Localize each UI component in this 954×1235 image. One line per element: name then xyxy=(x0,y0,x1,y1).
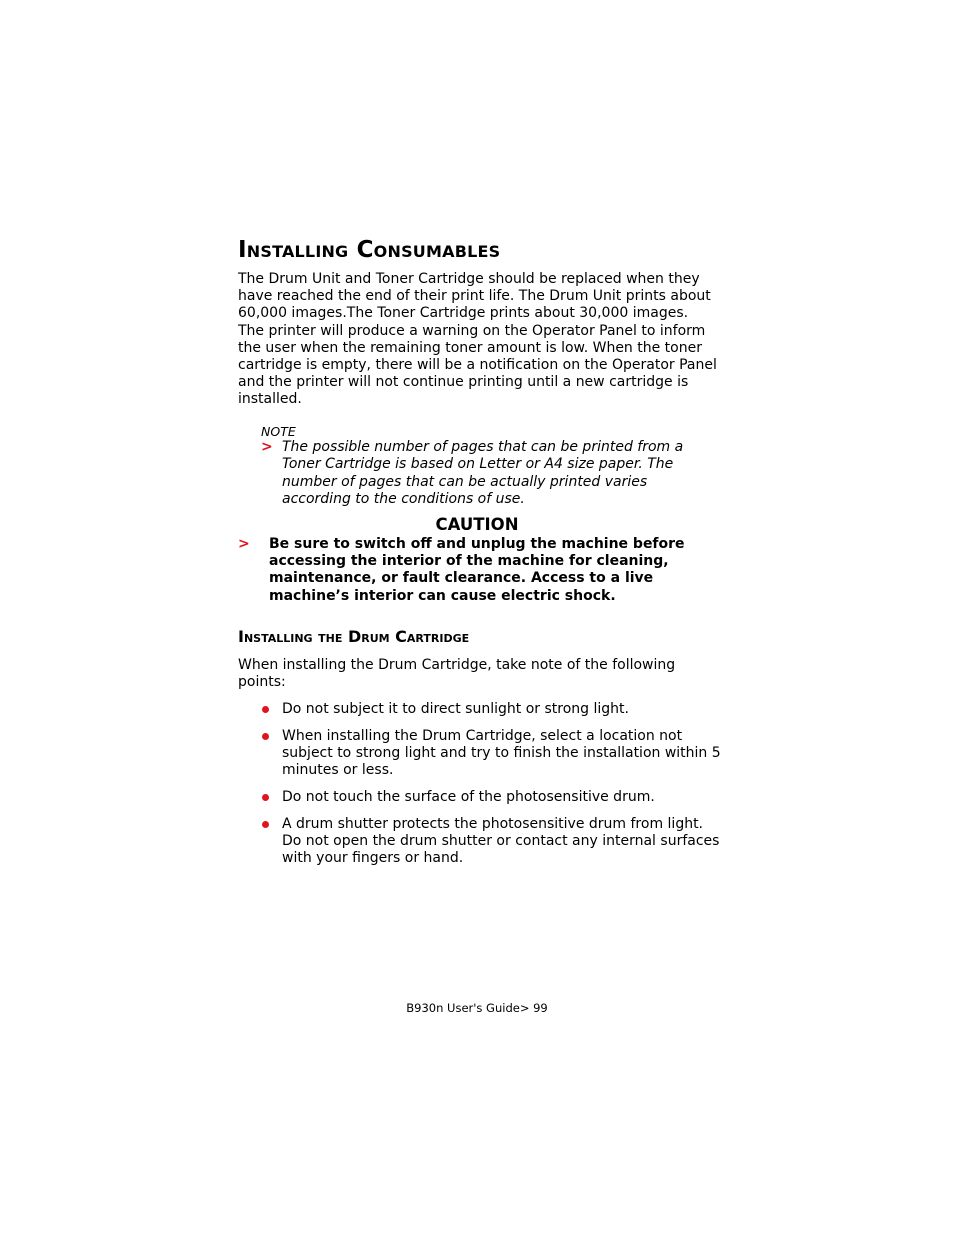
page-title: Installing Consumables xyxy=(238,237,501,263)
drum-intro-paragraph: When installing the Drum Cartridge, take note of the following points: xyxy=(238,657,676,691)
note-marker-icon: > xyxy=(261,439,273,455)
list-item xyxy=(261,789,721,806)
bullet-list xyxy=(261,701,721,877)
bullet-icon xyxy=(262,706,269,713)
caution-text: Be sure to switch off and unplug the machine before accessing the interior of the machine for cleaning, maintenance, or fault clearance. Access to a live machine’s interior can cause electric shock. xyxy=(269,536,685,604)
list-item-text: A drum shutter protects the photosensitive drum from light. Do not open the drum shutter or contact any internal surfaces with your fingers or hand. xyxy=(282,815,720,866)
list-item xyxy=(261,816,721,868)
bullet-icon xyxy=(262,821,269,828)
list-item xyxy=(261,701,721,718)
intro-paragraph: The Drum Unit and Toner Cartridge should be replaced when they have reached the end of their print life. The Drum Unit prints about 60,000 images.The Toner Cartridge prints about 30,000 images. The printer will produce a warning on the Operator Panel to inform the user when the remaining toner amount is low. When the toner cartridge is empty, there will be a notification on the Operator Panel and the printer will not continue printing until a new cartridge is installed. xyxy=(238,271,717,408)
list-item-text: Do not subject it to direct sunlight or strong light. xyxy=(282,701,629,717)
list-item-text: When installing the Drum Cartridge, select a location not subject to strong light and try to finish the installation within 5 minutes or less. xyxy=(282,727,721,779)
page-footer: B930n User's Guide> 99 xyxy=(406,1001,548,1015)
list-item xyxy=(261,728,721,780)
caution-title: CAUTION xyxy=(435,515,519,534)
bullet-icon xyxy=(262,794,269,801)
note-label: NOTE xyxy=(261,424,296,439)
section-subheading: Installing the Drum Cartridge xyxy=(238,627,470,646)
caution-marker-icon: > xyxy=(238,536,250,552)
list-item-text: Do not touch the surface of the photosensitive drum. xyxy=(282,788,655,805)
note-text: The possible number of pages that can be printed from a Toner Cartridge is based on Letter or A4 size paper. The number of pages that can be actually printed varies according to the conditions of use. xyxy=(282,439,684,508)
bullet-icon xyxy=(262,733,269,740)
